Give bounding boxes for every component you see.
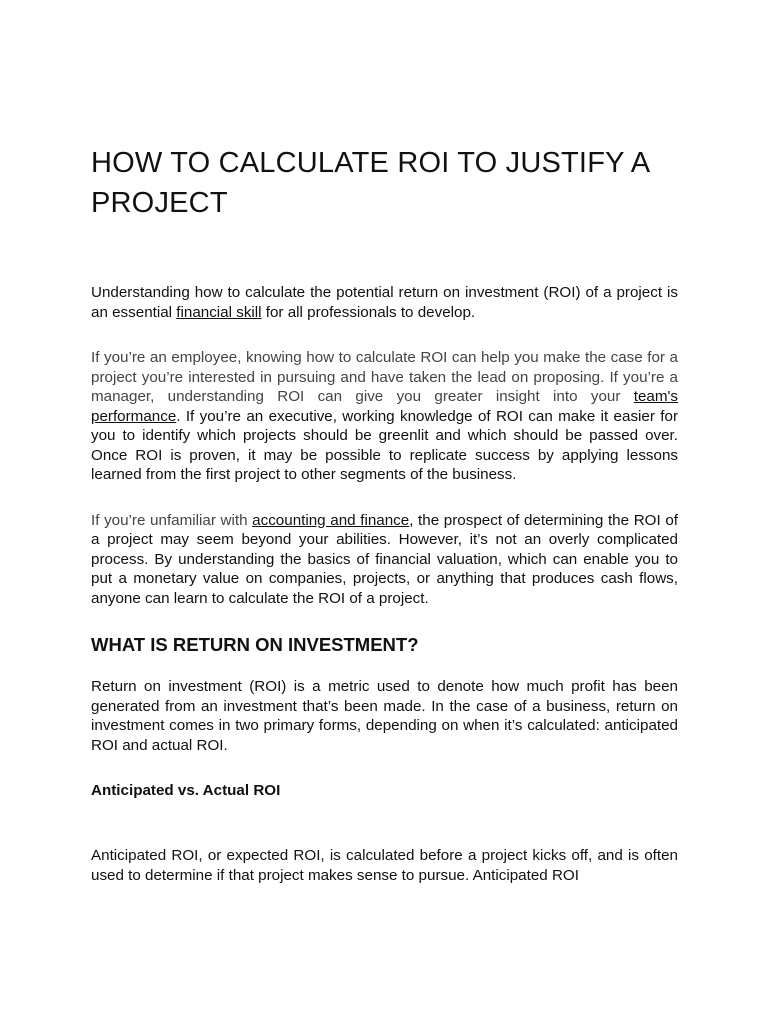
paragraph-unfamiliar-text-after: , the prospect of determining the ROI of a project may seem beyond your abilities. However, it’s not an overly complicated process. By understanding the basics of financial valuation, which can enable you to put a monetary value on companies, projects, or anything that produces cash flows, anyone can learn to calculate the ROI of a project. [91,511,678,607]
paragraph-roles-text-before: If you’re an employee, knowing how to calculate ROI can help you make the case for a project you’re interested in pursuing and have taken the lead on proposing. If you’re a manager, understanding ROI can give you greater insight into your [91,349,678,405]
paragraph-roi-definition: Return on investment (ROI) is a metric used to denote how much profit has been generated from an investment that’s been made. In the case of a business, return on investment comes in two primary forms, depending on when it’s calculated: anticipated ROI and actual ROI. [91,678,678,754]
paragraph-unfamiliar-text-before: If you’re unfamiliar with [91,511,253,529]
document-page [91,143,678,885]
page-title: HOW TO CALCULATE ROI TO JUSTIFY A PROJECT [91,147,649,219]
paragraph-intro-text-after: for all professionals to develop. [261,303,476,321]
subsection-heading-anticipated-vs-actual: Anticipated vs. Actual ROI [91,782,281,799]
accounting-finance-link[interactable]: accounting and finance [252,511,410,529]
paragraph-anticipated-roi: Anticipated ROI, or expected ROI, is calculated before a project kicks off, and is often used to determine if that project makes sense to pursue. Anticipated ROI [91,847,678,884]
paragraph-roles-text-after: . If you’re an executive, working knowledge of ROI can make it easier for you to identify which projects should be greenlit and which should be passed over. Once ROI is proven, it may be possible to replicate success by applying lessons learned from the first project to other segments of the business. [91,407,678,483]
section-heading-roi: WHAT IS RETURN ON INVESTMENT? [91,634,419,655]
teams-performance-link[interactable]: team's performance [91,388,678,425]
paragraph-intro-text-before: Understanding how to calculate the potential return on investment (ROI) of a project is an essential [91,284,678,321]
financial-skill-link[interactable]: financial skill [176,303,262,321]
paragraph-unfamiliar [91,511,678,609]
paragraph-roles [91,348,678,485]
paragraph-intro [91,283,678,322]
